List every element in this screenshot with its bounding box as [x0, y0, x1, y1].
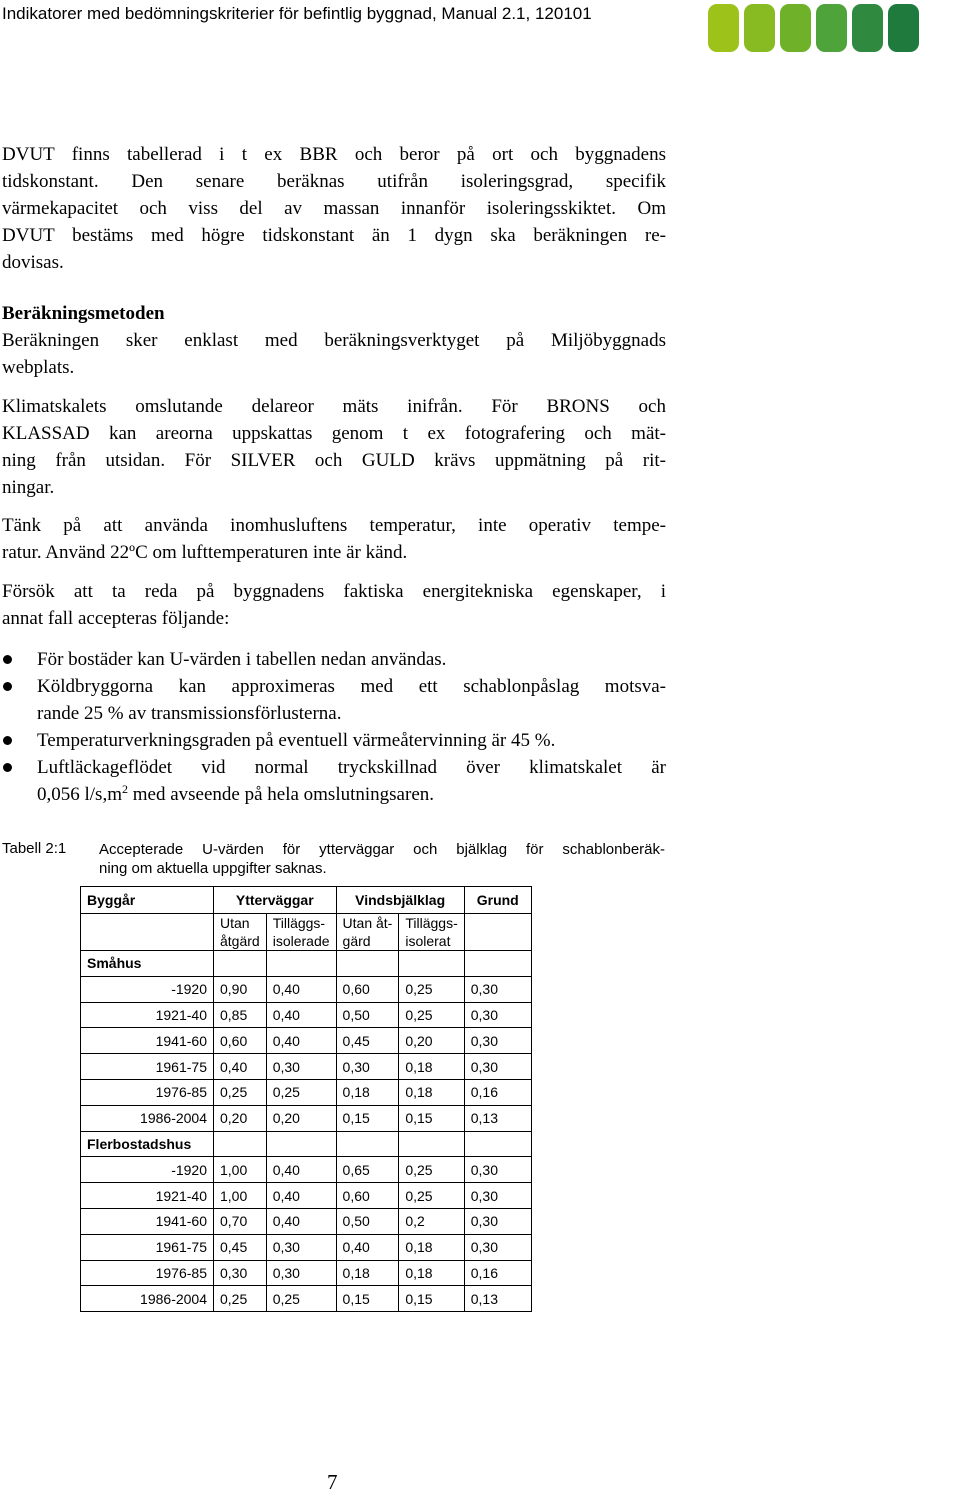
- bullet-text-line: Köldbryggorna kan approximeras med ett schablonpåslag motsva-: [37, 676, 666, 697]
- paragraph-line: DVUT bestäms med högre tidskonstant än 1 dygn ska beräkningen re-: [2, 225, 666, 246]
- u-value-cell: 0,70: [214, 1208, 267, 1234]
- group-label: Flerbostadshus: [81, 1131, 214, 1157]
- u-value-cell: 0,16: [464, 1079, 531, 1105]
- year-cell: -1920: [81, 976, 214, 1002]
- assumptions-list: [2, 646, 666, 808]
- u-value-cell: 0,25: [214, 1286, 267, 1312]
- paragraph-energy-properties: [2, 578, 666, 632]
- u-value-cell: 0,20: [266, 1105, 336, 1131]
- year-cell: 1921-40: [81, 1183, 214, 1209]
- u-value-cell: 0,30: [214, 1260, 267, 1286]
- table-group-row: [81, 1131, 532, 1157]
- table-cell: [464, 914, 531, 951]
- year-cell: 1976-85: [81, 1079, 214, 1105]
- u-value-cell: 0,30: [464, 1208, 531, 1234]
- table-row: [81, 1260, 532, 1286]
- u-value-cell: 0,15: [336, 1286, 399, 1312]
- logo-block: [888, 4, 919, 52]
- u-value-cell: 0,18: [399, 1260, 464, 1286]
- page-number: 7: [327, 1470, 338, 1494]
- u-value-cell: 0,30: [336, 1054, 399, 1080]
- u-value-cell: 0,13: [464, 1286, 531, 1312]
- u-value-cell: 0,40: [266, 1002, 336, 1028]
- u-value-cell: 0,40: [266, 1183, 336, 1209]
- u-value-cell: 0,45: [214, 1234, 267, 1260]
- bullet-text-line: Temperaturverkningsgraden på eventuell värmeåtervinning är 45 %.: [37, 730, 556, 751]
- paragraph-area-measurement: [2, 393, 666, 501]
- u-value-cell: 0,40: [266, 1157, 336, 1183]
- u-value-cell: 0,30: [464, 976, 531, 1002]
- paragraph-line: DVUT finns tabellerad i t ex BBR och beror på ort och byggnadens: [2, 144, 666, 165]
- table-subheader-row: [81, 914, 532, 951]
- u-value-cell: 0,25: [399, 976, 464, 1002]
- table-cell: [464, 951, 531, 977]
- u-value-cell: 0,30: [266, 1054, 336, 1080]
- bullet-text-fragment: med avseende på hela omslutningsaren.: [127, 784, 434, 805]
- table-caption-text: [99, 840, 665, 878]
- bullet-icon: [3, 736, 12, 745]
- paragraph-line: ratur. Använd 22ºC om lufttemperaturen inte är känd.: [2, 542, 408, 563]
- year-cell: 1986-2004: [81, 1105, 214, 1131]
- paragraph-line: webplats.: [2, 357, 75, 378]
- u-value-cell: 0,20: [399, 1028, 464, 1054]
- logo-block: [852, 4, 883, 52]
- u-values-table: [80, 886, 532, 1312]
- bullet-item: [2, 673, 666, 727]
- u-value-cell: 0,40: [336, 1234, 399, 1260]
- table-row: [81, 1054, 532, 1080]
- u-value-cell: 0,30: [464, 1234, 531, 1260]
- paragraph-temperature: [2, 512, 666, 566]
- table-row: [81, 1079, 532, 1105]
- subheader-cell: [336, 914, 399, 951]
- u-value-cell: 0,85: [214, 1002, 267, 1028]
- bullet-text-line: rande 25 % av transmissionsförlusterna.: [37, 703, 342, 724]
- u-value-cell: 0,18: [399, 1054, 464, 1080]
- table-row: [81, 1002, 532, 1028]
- table-cell: [399, 951, 464, 977]
- paragraph-line: värmekapacitet och viss del av massan innanför isoleringsskiktet. Om: [2, 198, 666, 219]
- u-value-cell: 0,40: [214, 1054, 267, 1080]
- paragraph-line: Beräkningen sker enklast med beräkningsverktyget på Miljöbyggnads: [2, 330, 666, 351]
- bullet-text-line: För bostäder kan U-värden i tabellen nedan användas.: [37, 649, 447, 670]
- u-value-cell: 0,15: [399, 1105, 464, 1131]
- table-cell: [266, 951, 336, 977]
- bullet-text-fragment: 0,056 l/s,m: [37, 784, 122, 805]
- u-value-cell: 0,18: [399, 1079, 464, 1105]
- header-byggar: Byggår: [81, 887, 214, 914]
- subheader-cell: [214, 914, 267, 951]
- header-grund: Grund: [464, 887, 531, 914]
- u-value-cell: 0,30: [464, 1157, 531, 1183]
- paragraph-line: KLASSAD kan areorna uppskattas genom t ex fotografering och mät-: [2, 423, 666, 444]
- paragraph-line: annat fall accepteras följande:: [2, 608, 230, 629]
- subheader-line: Tilläggs-: [272, 915, 326, 931]
- table-cell: [214, 951, 267, 977]
- u-value-cell: 0,25: [399, 1002, 464, 1028]
- bullet-icon: [3, 655, 12, 664]
- u-value-cell: 0,40: [266, 1208, 336, 1234]
- year-cell: -1920: [81, 1157, 214, 1183]
- u-value-cell: 0,60: [214, 1028, 267, 1054]
- subheader-line: Utan åt-: [342, 915, 393, 931]
- u-value-cell: 0,15: [336, 1105, 399, 1131]
- u-value-cell: 0,18: [399, 1234, 464, 1260]
- u-value-cell: 0,50: [336, 1208, 399, 1234]
- logo-block: [780, 4, 811, 52]
- paragraph-dvut: [2, 141, 666, 276]
- logo-block: [744, 4, 775, 52]
- document-header-title: Indikatorer med bedömningskriterier för befintlig byggnad, Manual 2.1, 120101: [2, 4, 592, 23]
- table-row: [81, 1208, 532, 1234]
- year-cell: 1986-2004: [81, 1286, 214, 1312]
- table-cell: [464, 1131, 531, 1157]
- paragraph-calculation-tool: [2, 327, 666, 381]
- subheader-line: isolerade: [272, 933, 330, 949]
- subheader-cell: [266, 914, 336, 951]
- u-value-cell: 0,90: [214, 976, 267, 1002]
- u-value-cell: 0,40: [266, 976, 336, 1002]
- header-ytterväggar: Ytterväggar: [214, 887, 337, 914]
- subheader-line: Tilläggs-: [405, 915, 458, 931]
- logo-block: [708, 4, 739, 52]
- bullet-icon: [3, 763, 12, 772]
- table-group-row: [81, 951, 532, 977]
- table-cell: [336, 951, 399, 977]
- u-value-cell: 0,18: [336, 1260, 399, 1286]
- subheader-line: Utan: [220, 915, 250, 931]
- u-value-cell: 0,18: [336, 1079, 399, 1105]
- paragraph-line: dovisas.: [2, 252, 64, 273]
- bullet-text-line: [37, 781, 666, 808]
- u-value-cell: 0,25: [214, 1079, 267, 1105]
- u-value-cell: 0,30: [464, 1183, 531, 1209]
- year-cell: 1941-60: [81, 1028, 214, 1054]
- u-value-cell: 0,25: [266, 1286, 336, 1312]
- table-row: [81, 1234, 532, 1260]
- paragraph-line: ning från utsidan. För SILVER och GULD krävs uppmätning på rit-: [2, 450, 666, 471]
- bullet-item: [2, 646, 666, 673]
- year-cell: 1921-40: [81, 1002, 214, 1028]
- u-value-cell: 0,40: [266, 1028, 336, 1054]
- table-row: [81, 976, 532, 1002]
- caption-line: ning om aktuella uppgifter saknas.: [99, 860, 327, 877]
- table-row: [81, 1286, 532, 1312]
- u-value-cell: 0,25: [399, 1157, 464, 1183]
- u-value-cell: 0,25: [399, 1183, 464, 1209]
- u-value-cell: 0,16: [464, 1260, 531, 1286]
- table-row: [81, 1028, 532, 1054]
- section-heading: Beräkningsmetoden: [2, 303, 165, 324]
- u-value-cell: 0,25: [266, 1079, 336, 1105]
- year-cell: 1941-60: [81, 1208, 214, 1234]
- u-value-cell: 0,30: [266, 1260, 336, 1286]
- u-value-cell: 0,60: [336, 976, 399, 1002]
- year-cell: 1961-75: [81, 1054, 214, 1080]
- logo-block: [816, 4, 847, 52]
- u-value-cell: 1,00: [214, 1157, 267, 1183]
- group-label: Småhus: [81, 951, 214, 977]
- bullet-icon: [3, 682, 12, 691]
- u-value-cell: 0,15: [399, 1286, 464, 1312]
- u-value-cell: 0,30: [266, 1234, 336, 1260]
- bullet-item: [2, 754, 666, 808]
- u-value-cell: 0,20: [214, 1105, 267, 1131]
- u-value-cell: 1,00: [214, 1183, 267, 1209]
- year-cell: 1961-75: [81, 1234, 214, 1260]
- u-value-cell: 0,65: [336, 1157, 399, 1183]
- logo: [708, 4, 919, 52]
- paragraph-line: Klimatskalets omslutande delareor mäts inifrån. För BRONS och: [2, 396, 666, 417]
- table-row: [81, 1183, 532, 1209]
- subheader-line: isolerat: [405, 933, 451, 949]
- table-caption-label: Tabell 2:1: [2, 840, 67, 857]
- table-cell: [81, 914, 214, 951]
- u-value-cell: 0,60: [336, 1183, 399, 1209]
- u-value-cell: 0,30: [464, 1002, 531, 1028]
- u-value-cell: 0,30: [464, 1054, 531, 1080]
- table-row: [81, 1105, 532, 1131]
- table-header-row: [81, 887, 532, 914]
- bullet-item: [2, 727, 666, 754]
- paragraph-line: Tänk på att använda inomhusluftens temperatur, inte operativ tempe-: [2, 515, 666, 536]
- paragraph-line: Försök att ta reda på byggnadens faktiska energitekniska egenskaper, i: [2, 581, 666, 602]
- subheader-line: gärd: [342, 933, 371, 949]
- u-value-cell: 0,30: [464, 1028, 531, 1054]
- paragraph-line: ningar.: [2, 477, 55, 498]
- superscript: 2: [121, 782, 128, 796]
- table-cell: [214, 1131, 267, 1157]
- year-cell: 1976-85: [81, 1260, 214, 1286]
- subheader-line: åtgärd: [220, 933, 260, 949]
- u-value-cell: 0,2: [399, 1208, 464, 1234]
- u-value-cell: 0,45: [336, 1028, 399, 1054]
- table-cell: [399, 1131, 464, 1157]
- table-cell: [336, 1131, 399, 1157]
- table-row: [81, 1157, 532, 1183]
- bullet-text-line: Luftläckageflödet vid normal tryckskillnad över klimatskalet är: [37, 757, 666, 778]
- u-value-cell: 0,13: [464, 1105, 531, 1131]
- subheader-cell: [399, 914, 464, 951]
- caption-line: Accepterade U-värden för ytterväggar och bjälklag för schablonberäk-: [99, 841, 665, 858]
- table-cell: [266, 1131, 336, 1157]
- u-value-cell: 0,50: [336, 1002, 399, 1028]
- paragraph-line: tidskonstant. Den senare beräknas utifrån isoleringsgrad, specifik: [2, 171, 666, 192]
- header-vindsbjälklag: Vindsbjälklag: [336, 887, 464, 914]
